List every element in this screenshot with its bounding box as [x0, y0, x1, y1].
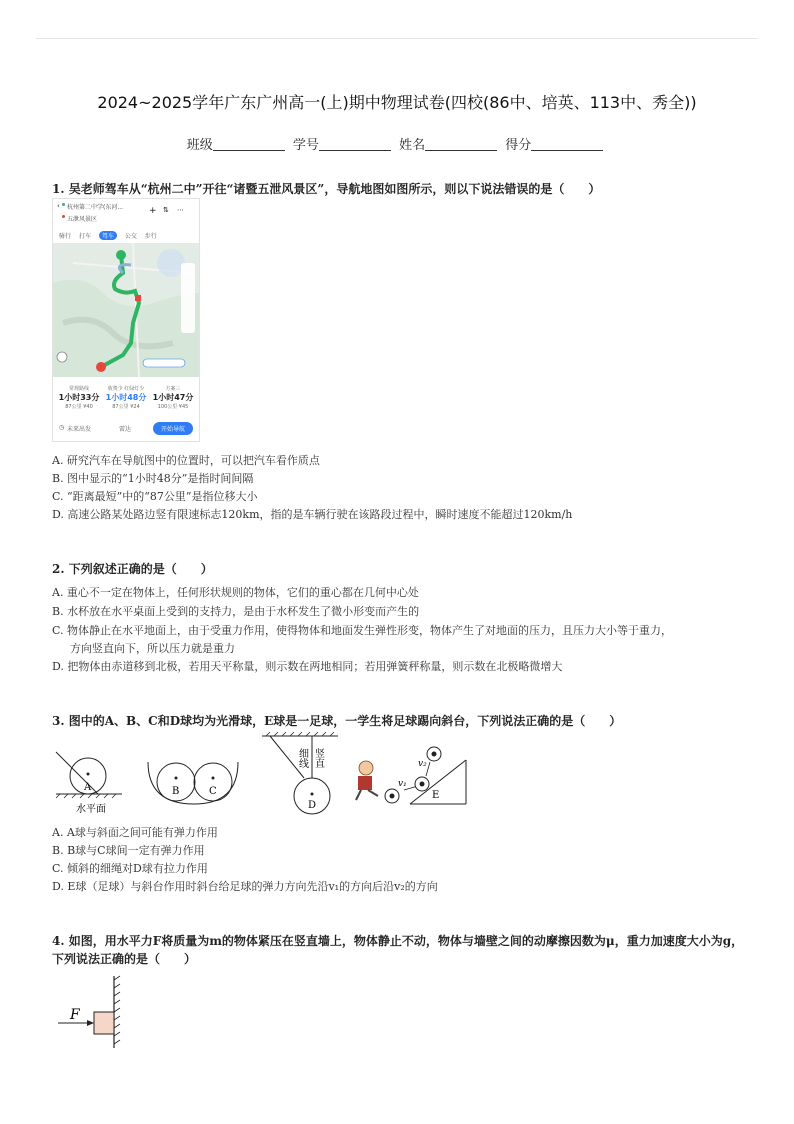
- tab-ride: 骑行: [59, 233, 72, 240]
- q3-option-d: D. E球（足球）与斜台作用时斜台给足球的弹力方向先沿v₁的方向后沿v₂的方向: [52, 880, 438, 893]
- route-3-detail: 100公里 ¥45: [157, 404, 189, 410]
- map-route-drawing: [53, 243, 199, 377]
- balls-bc-diagram: [148, 762, 238, 804]
- score-field[interactable]: [531, 138, 603, 151]
- map-to: 五泄风景区: [67, 216, 98, 223]
- tab-taxi: 打车: [78, 233, 91, 240]
- name-label: 姓名: [399, 138, 426, 153]
- q1-option-c: C. “距离最短”中的“87公里”是指位移大小: [52, 490, 258, 503]
- label-d: D: [308, 800, 317, 811]
- label-b: B: [172, 786, 180, 797]
- route-2-time: 1小时48分: [105, 393, 147, 402]
- label-force: F: [70, 1007, 80, 1023]
- label-ground: 水平面: [76, 804, 106, 815]
- header-divider: [36, 38, 758, 39]
- label-rope: 细线: [296, 748, 308, 768]
- q3-figure: [52, 732, 472, 818]
- q2-option-b: B. 水杯放在水平桌面上受到的支持力，是由于水杯发生了微小形变而产生的: [52, 605, 420, 618]
- map-footer: [53, 421, 199, 437]
- label-vertical: 竖直: [312, 748, 324, 768]
- route-card-2: [104, 385, 148, 410]
- ball-d-diagram: [262, 732, 338, 814]
- label-c: C: [209, 786, 217, 797]
- swap-icon: ⇅: [163, 206, 169, 214]
- ball-a-diagram: [56, 752, 122, 815]
- class-label: 班级: [186, 138, 213, 153]
- student-info-row: [0, 134, 794, 153]
- question-3-stem: 3. 图中的A、B、C和D球均为光滑球，E球是一足球，一学生将足球踢向斜台，下列说法正确的是（ ）: [52, 714, 622, 728]
- q3-option-c: C. 倾斜的细绳对D球有拉力作用: [52, 862, 208, 875]
- q1-option-d: D. 高速公路某处路边竖有限速标志120km，指的是车辆行驶在该路段过程中，瞬时速度不能超过120km/h: [52, 508, 573, 521]
- transport-tabs: [53, 231, 199, 241]
- route-1-time: 1小时33分: [58, 393, 100, 402]
- tab-drive: 驾车: [99, 231, 117, 240]
- q1-option-a: A. 研究汽车在导航图中的位置时，可以把汽车看作质点: [52, 454, 320, 467]
- name-field[interactable]: [425, 138, 497, 151]
- q2-option-c-continued: 方向竖直向下，所以压力就是重力: [70, 642, 235, 655]
- route-2-label: 收费少 红绿灯少: [107, 386, 145, 392]
- add-waypoint-icon: +: [149, 206, 157, 216]
- map-area: [53, 243, 199, 377]
- route-2-detail: 87公里 ¥24: [112, 404, 140, 410]
- route-1-label: 常规路线: [68, 386, 89, 392]
- ball-e-diagram: [356, 747, 466, 804]
- label-v2: v₂: [418, 759, 427, 769]
- route-3-label: 方案三: [165, 386, 181, 392]
- label-a: A: [84, 782, 92, 793]
- class-field[interactable]: [213, 138, 285, 151]
- tab-walk: 步行: [144, 233, 157, 240]
- map-from: 杭州第二中学(东河...: [67, 204, 124, 211]
- q2-option-d: D. 把物体由赤道移到北极，若用天平称量，则示数在两地相同；若用弹簧秤称量，则示数在北极略微增大: [52, 660, 563, 673]
- question-2-stem: 2. 下列叙述正确的是（ ）: [52, 562, 213, 576]
- route-1-detail: 87公里 ¥40: [65, 404, 93, 410]
- route-options: [57, 385, 195, 417]
- label-v1: v₁: [398, 779, 407, 789]
- label-e: E: [432, 790, 440, 801]
- q1-option-b: B. 图中显示的“1小时48分”是指时间间隔: [52, 472, 254, 485]
- q2-option-c: C. 物体静止在水平地面上，由于受重力作用，使得物体和地面发生弹性形变，物体产生了对地面的压力，且压力大小等于重力，: [52, 624, 673, 637]
- route-3-time: 1小时47分: [152, 393, 194, 402]
- question-1-stem: 1. 吴老师驾车从“杭州二中”开往“诸暨五泄风景区”，导航地图如图所示，则以下说法错误的是（ ）: [52, 182, 601, 196]
- clock-icon: ◷: [59, 424, 65, 431]
- score-label: 得分: [505, 138, 532, 153]
- start-dot-icon: [62, 203, 65, 206]
- more-icon: ⋯: [177, 206, 184, 214]
- q2-option-a: A. 重心不一定在物体上，任何形状规则的物体，它们的重心都在几何中心处: [52, 586, 419, 599]
- future-depart: 未来出发: [67, 426, 92, 433]
- q3-option-b: B. B球与C球间一定有弹力作用: [52, 844, 205, 857]
- question-4-stem-line2: 下列说法正确的是（ ）: [52, 952, 197, 966]
- tab-bus: 公交: [124, 233, 137, 240]
- student-id-label: 学号: [292, 138, 319, 153]
- map-route-header: [53, 199, 199, 229]
- q3-option-a: A. A球与斜面之间可能有弹力作用: [52, 826, 218, 839]
- end-dot-icon: [62, 215, 65, 218]
- student-id-field[interactable]: [319, 138, 391, 151]
- back-icon: ‹: [57, 202, 60, 210]
- question-4-stem-line1: 4. 如图，用水平力F将质量为m的物体紧压在竖直墙上，物体静止不动，物体与墙壁之间的动摩擦因数为μ，重力加速度大小为g，: [52, 934, 744, 948]
- route-card-1: [57, 385, 101, 410]
- q4-figure: [52, 974, 142, 1050]
- route-card-3: [151, 385, 195, 410]
- page-title: 2024~2025学年广东广州高一(上)期中物理试卷(四校(86中、培英、113中、秀全)): [97, 93, 697, 112]
- start-navigation-button: 开始导航: [153, 422, 193, 435]
- navigation-map-figure: [52, 198, 200, 442]
- radar-label: 雷达: [119, 426, 132, 433]
